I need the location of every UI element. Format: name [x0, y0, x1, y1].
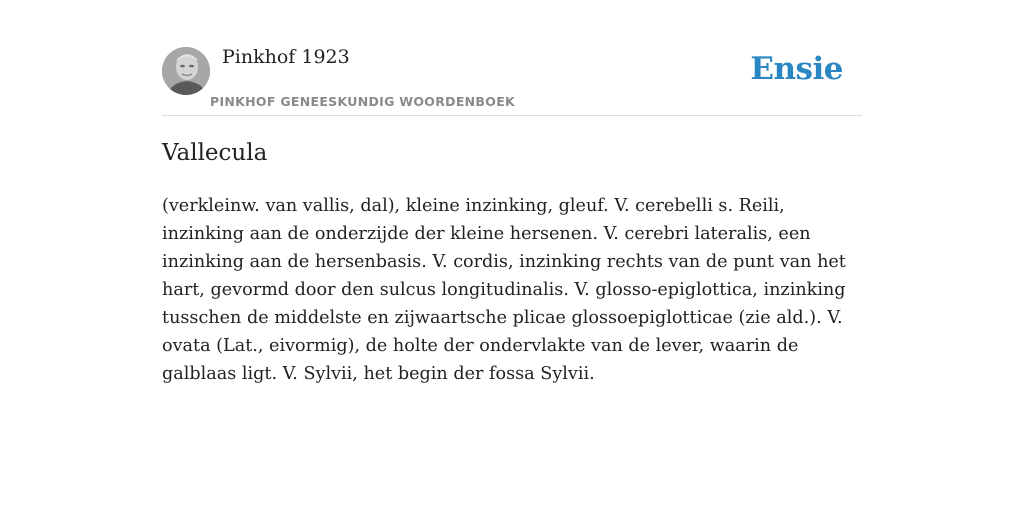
entry-header [162, 0, 862, 116]
portrait-photo-icon [162, 47, 210, 95]
page-container [162, 0, 862, 384]
author-name[interactable]: Pinkhof 1923 [222, 46, 350, 68]
entry-definition: (verkleinw. van vallis, dal), kleine inzinking, gleuf. V. cerebelli s. Reili, inzinking aan de onderzijde der kleine hersenen. V. cerebri lateralis, een inzinking aan de hersenbasis. V. cordis, inzinking rechts van de punt van het hart, gevormd door den sulcus longitudinalis. V. glosso-epiglottica, inzinking tusschen de middelste en zijwaartsche plicae glossoepiglotticae (zie ald.). V. ovata (Lat., eivormig), de holte der ondervlakte van de lever, waarin de galblaas ligt. V. Sylvii, het begin der fossa Sylvii. [162, 196, 846, 384]
entry-title: Vallecula [162, 140, 268, 166]
author-avatar[interactable] [162, 47, 210, 95]
ensie-logo[interactable]: Ensie [750, 51, 843, 87]
dictionary-source[interactable]: PINKHOF GENEESKUNDIG WOORDENBOEK [210, 94, 516, 109]
